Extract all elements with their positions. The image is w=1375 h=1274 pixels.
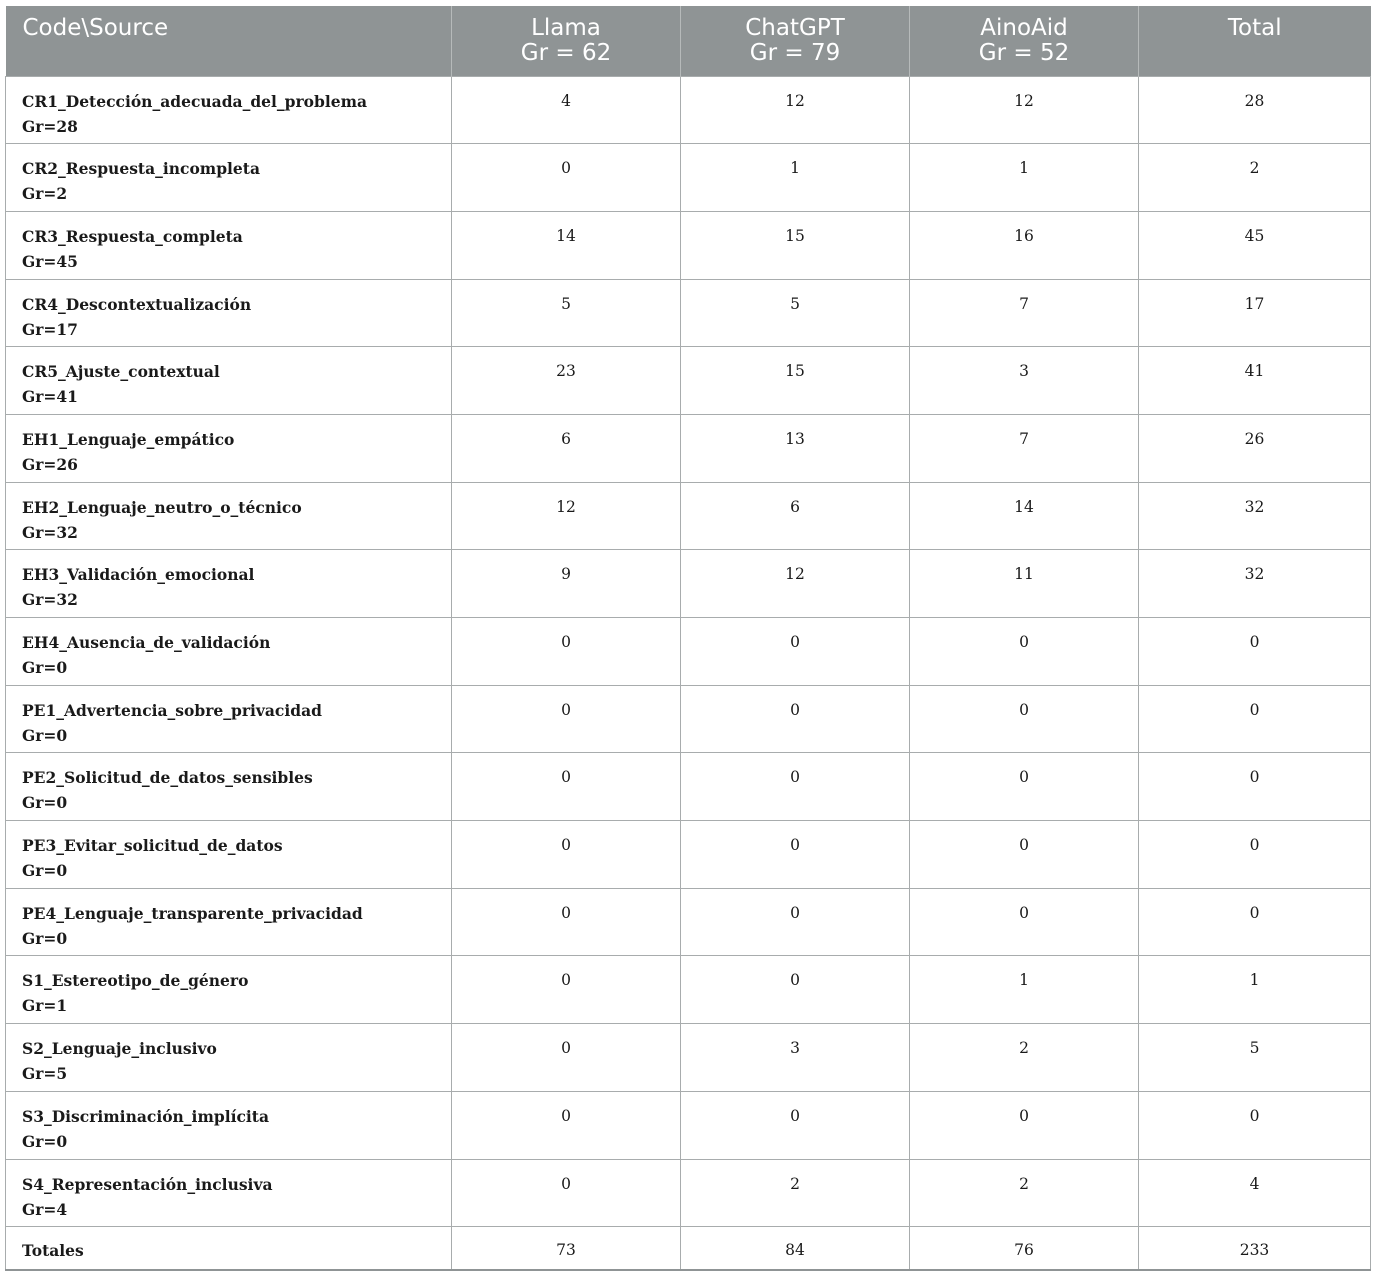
table-body xyxy=(6,76,1371,1270)
row-groundedness: Gr=0 xyxy=(22,928,68,948)
code-frequency-table xyxy=(5,6,1371,1271)
row-total-count: 17 xyxy=(1139,279,1371,347)
row-total-count: 45 xyxy=(1139,211,1371,279)
row-groundedness: Gr=0 xyxy=(22,793,68,813)
table-row xyxy=(6,753,1371,821)
row-groundedness: Gr=28 xyxy=(22,116,78,136)
row-chatgpt-count: 0 xyxy=(681,956,910,1024)
row-ainoaid-count: 0 xyxy=(910,888,1139,956)
row-code-cell xyxy=(6,550,452,618)
row-total-count: 26 xyxy=(1139,414,1371,482)
row-total-count: 2 xyxy=(1139,144,1371,212)
row-llama-count: 0 xyxy=(452,1159,681,1227)
row-ainoaid-count: 2 xyxy=(910,1159,1139,1227)
row-code: CR4_Descontextualización xyxy=(22,294,252,314)
header-chatgpt-gr: Gr = 79 xyxy=(749,40,841,66)
totals-label: Totales xyxy=(6,1227,452,1270)
row-chatgpt-count: 15 xyxy=(681,347,910,415)
header-row xyxy=(6,6,1371,76)
row-code-cell xyxy=(6,821,452,889)
totals-chatgpt: 84 xyxy=(681,1227,910,1270)
header-llama xyxy=(452,6,681,76)
row-groundedness: Gr=45 xyxy=(22,251,78,271)
row-groundedness: Gr=26 xyxy=(22,454,78,474)
row-ainoaid-count: 1 xyxy=(910,144,1139,212)
row-chatgpt-count: 0 xyxy=(681,1091,910,1159)
row-code: S1_Estereotipo_de_género xyxy=(22,971,249,991)
row-code: PE3_Evitar_solicitud_de_datos xyxy=(22,836,283,856)
row-ainoaid-count: 1 xyxy=(910,956,1139,1024)
row-ainoaid-count: 7 xyxy=(910,414,1139,482)
table-row xyxy=(6,482,1371,550)
row-ainoaid-count: 3 xyxy=(910,347,1139,415)
row-total-count: 32 xyxy=(1139,550,1371,618)
row-code: EH3_Validación_emocional xyxy=(22,565,255,585)
row-code: PE2_Solicitud_de_datos_sensibles xyxy=(22,768,313,788)
row-ainoaid-count: 0 xyxy=(910,1091,1139,1159)
row-chatgpt-count: 2 xyxy=(681,1159,910,1227)
row-code-cell xyxy=(6,76,452,144)
row-total-count: 5 xyxy=(1139,1024,1371,1092)
table-row xyxy=(6,550,1371,618)
row-code-cell xyxy=(6,1159,452,1227)
totals-total: 233 xyxy=(1139,1227,1371,1270)
row-chatgpt-count: 0 xyxy=(681,888,910,956)
totals-ainoaid: 76 xyxy=(910,1227,1139,1270)
row-groundedness: Gr=0 xyxy=(22,658,68,677)
table-row xyxy=(6,211,1371,279)
row-ainoaid-count: 0 xyxy=(910,753,1139,821)
header-llama-gr: Gr = 62 xyxy=(520,40,612,66)
table-row xyxy=(6,347,1371,415)
row-llama-count: 5 xyxy=(452,279,681,347)
row-groundedness: Gr=17 xyxy=(22,319,78,339)
row-code-cell xyxy=(6,956,452,1024)
row-llama-count: 0 xyxy=(452,753,681,821)
header-chatgpt-name: ChatGPT xyxy=(745,15,845,41)
row-ainoaid-count: 0 xyxy=(910,685,1139,753)
row-llama-count: 0 xyxy=(452,888,681,956)
header-code-source-label: Code\Source xyxy=(22,15,169,41)
row-total-count: 41 xyxy=(1139,347,1371,415)
row-llama-count: 0 xyxy=(452,1091,681,1159)
row-total-count: 28 xyxy=(1139,76,1371,144)
row-ainoaid-count: 16 xyxy=(910,211,1139,279)
row-code: S2_Lenguaje_inclusivo xyxy=(22,1039,217,1059)
row-total-count: 0 xyxy=(1139,888,1371,956)
header-chatgpt xyxy=(681,6,910,76)
row-code-cell xyxy=(6,1024,452,1092)
row-llama-count: 6 xyxy=(452,414,681,482)
row-llama-count: 0 xyxy=(452,1024,681,1092)
row-code: PE1_Advertencia_sobre_privacidad xyxy=(22,700,322,720)
row-code: CR2_Respuesta_incompleta xyxy=(22,159,260,179)
row-code-cell xyxy=(6,618,452,686)
row-code: CR1_Detección_adecuada_del_problema xyxy=(22,91,368,111)
row-code-cell xyxy=(6,482,452,550)
row-total-count: 0 xyxy=(1139,821,1371,889)
row-chatgpt-count: 0 xyxy=(681,618,910,686)
row-code-cell xyxy=(6,211,452,279)
row-code: PE4_Lenguaje_transparente_privacidad xyxy=(22,903,363,923)
row-code-cell xyxy=(6,753,452,821)
header-ainoaid-gr: Gr = 52 xyxy=(978,40,1070,66)
row-llama-count: 23 xyxy=(452,347,681,415)
row-total-count: 0 xyxy=(1139,685,1371,753)
row-ainoaid-count: 7 xyxy=(910,279,1139,347)
table-row xyxy=(6,1091,1371,1159)
row-chatgpt-count: 13 xyxy=(681,414,910,482)
row-ainoaid-count: 14 xyxy=(910,482,1139,550)
row-total-count: 0 xyxy=(1139,618,1371,686)
row-llama-count: 0 xyxy=(452,618,681,686)
row-llama-count: 9 xyxy=(452,550,681,618)
row-groundedness: Gr=41 xyxy=(22,387,78,407)
row-ainoaid-count: 0 xyxy=(910,821,1139,889)
row-groundedness: Gr=1 xyxy=(22,996,68,1016)
row-llama-count: 12 xyxy=(452,482,681,550)
table-row xyxy=(6,888,1371,956)
row-code: EH2_Lenguaje_neutro_o_técnico xyxy=(22,497,302,517)
table-row xyxy=(6,1024,1371,1092)
row-total-count: 1 xyxy=(1139,956,1371,1024)
totals-llama: 73 xyxy=(452,1227,681,1270)
row-groundedness: Gr=2 xyxy=(22,184,68,204)
header-ainoaid-name: AinoAid xyxy=(980,15,1068,41)
table-row xyxy=(6,414,1371,482)
header-llama-name: Llama xyxy=(531,15,601,41)
row-code: EH1_Lenguaje_empático xyxy=(22,429,235,449)
row-code-cell xyxy=(6,1091,452,1159)
row-chatgpt-count: 6 xyxy=(681,482,910,550)
row-ainoaid-count: 12 xyxy=(910,76,1139,144)
row-code-cell xyxy=(6,414,452,482)
row-groundedness: Gr=32 xyxy=(22,590,78,610)
row-code-cell xyxy=(6,347,452,415)
table-header xyxy=(6,6,1371,76)
row-code: S3_Discriminación_implícita xyxy=(22,1106,269,1126)
row-total-count: 0 xyxy=(1139,753,1371,821)
table-row xyxy=(6,1159,1371,1227)
table-row xyxy=(6,685,1371,753)
row-llama-count: 0 xyxy=(452,685,681,753)
table-row xyxy=(6,956,1371,1024)
row-code-cell xyxy=(6,144,452,212)
row-llama-count: 0 xyxy=(452,956,681,1024)
row-chatgpt-count: 15 xyxy=(681,211,910,279)
row-groundedness: Gr=4 xyxy=(22,1199,68,1219)
table-row xyxy=(6,618,1371,686)
table-row xyxy=(6,821,1371,889)
row-ainoaid-count: 11 xyxy=(910,550,1139,618)
row-code: CR5_Ajuste_contextual xyxy=(22,362,220,382)
row-chatgpt-count: 12 xyxy=(681,76,910,144)
table-row xyxy=(6,279,1371,347)
row-chatgpt-count: 5 xyxy=(681,279,910,347)
row-llama-count: 0 xyxy=(452,144,681,212)
row-code: S4_Representación_inclusiva xyxy=(22,1174,273,1194)
table-row xyxy=(6,144,1371,212)
row-chatgpt-count: 3 xyxy=(681,1024,910,1092)
row-groundedness: Gr=32 xyxy=(22,522,78,542)
row-llama-count: 4 xyxy=(452,76,681,144)
row-total-count: 4 xyxy=(1139,1159,1371,1227)
row-groundedness: Gr=0 xyxy=(22,861,68,881)
row-groundedness: Gr=0 xyxy=(22,1131,68,1151)
header-ainoaid xyxy=(910,6,1139,76)
row-code: EH4_Ausencia_de_validación xyxy=(22,633,271,652)
row-chatgpt-count: 1 xyxy=(681,144,910,212)
row-chatgpt-count: 0 xyxy=(681,753,910,821)
row-llama-count: 14 xyxy=(452,211,681,279)
row-ainoaid-count: 2 xyxy=(910,1024,1139,1092)
row-groundedness: Gr=5 xyxy=(22,1064,68,1084)
row-code-cell xyxy=(6,279,452,347)
row-code-cell xyxy=(6,888,452,956)
row-total-count: 0 xyxy=(1139,1091,1371,1159)
table-row xyxy=(6,76,1371,144)
row-code-cell xyxy=(6,685,452,753)
header-total-label: Total xyxy=(1227,15,1282,41)
row-chatgpt-count: 0 xyxy=(681,821,910,889)
row-chatgpt-count: 12 xyxy=(681,550,910,618)
totals-row xyxy=(6,1227,1371,1270)
row-groundedness: Gr=0 xyxy=(22,725,68,745)
header-total xyxy=(1139,6,1371,76)
header-code-source xyxy=(6,6,452,76)
row-ainoaid-count: 0 xyxy=(910,618,1139,686)
row-total-count: 32 xyxy=(1139,482,1371,550)
row-code: CR3_Respuesta_completa xyxy=(22,226,243,246)
row-llama-count: 0 xyxy=(452,821,681,889)
row-chatgpt-count: 0 xyxy=(681,685,910,753)
